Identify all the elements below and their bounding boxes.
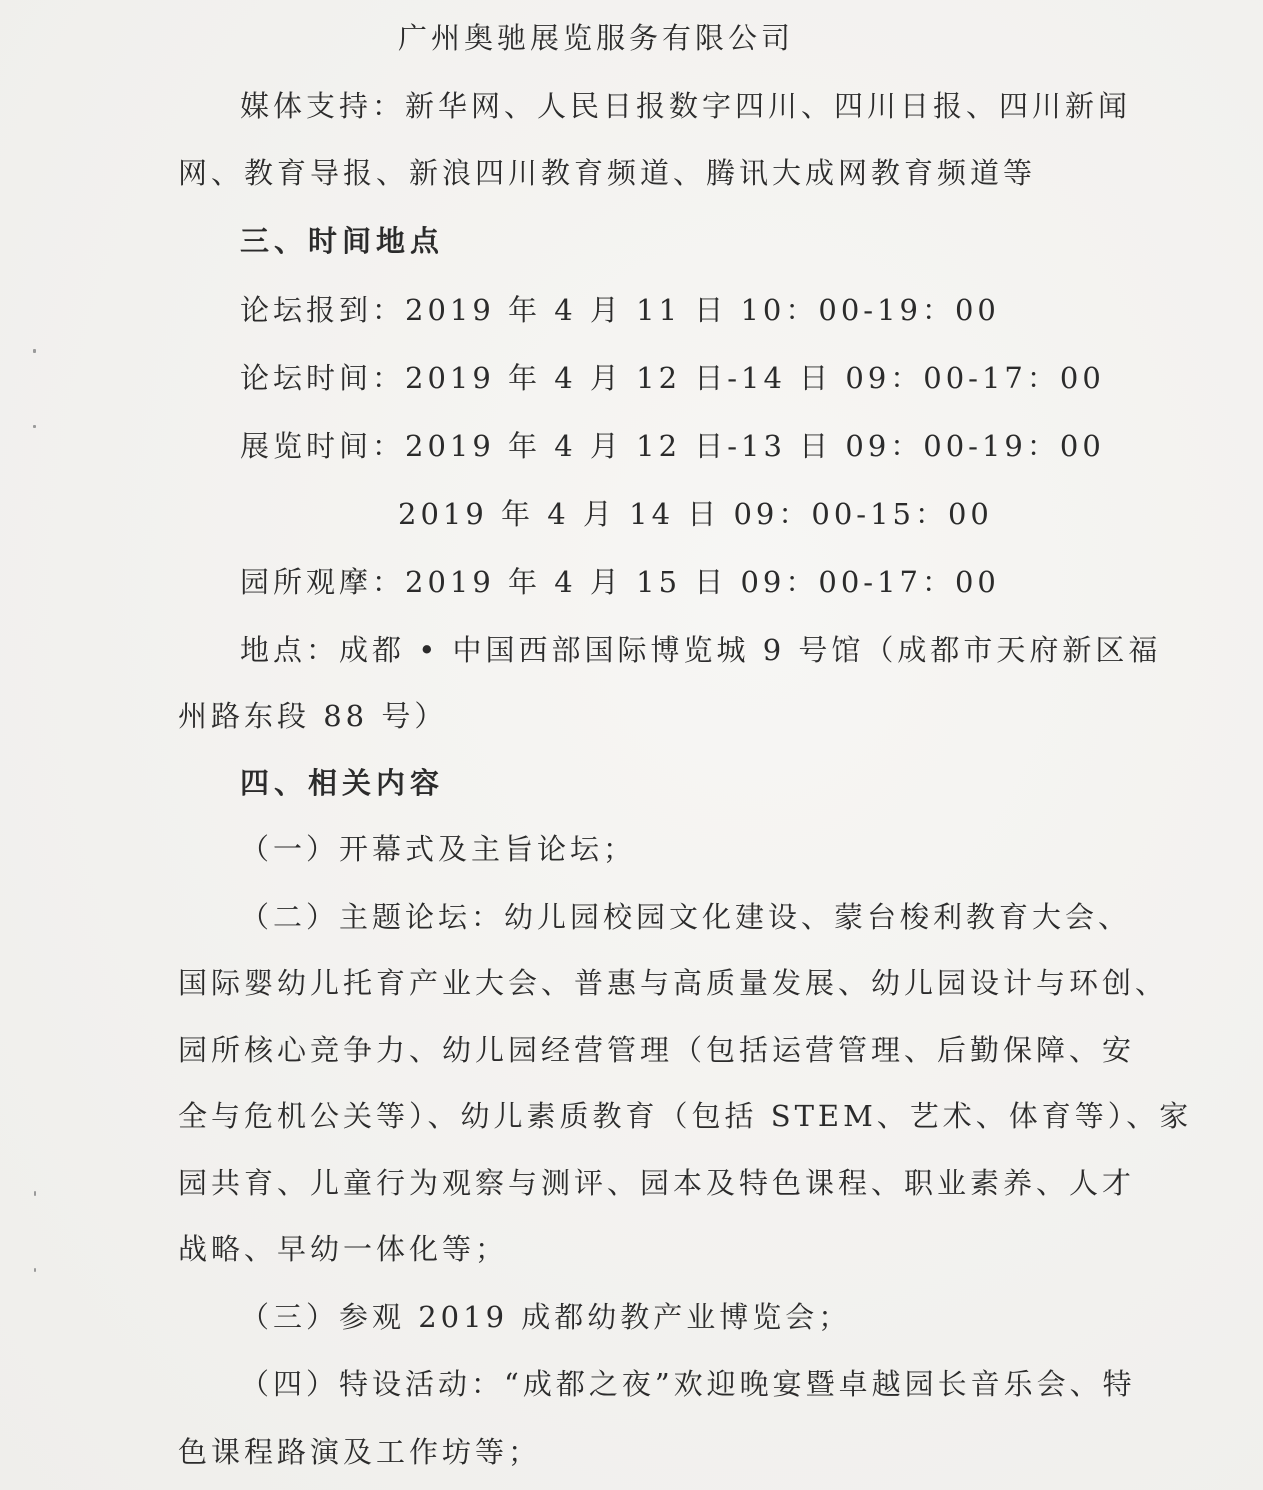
item-2-theme-forums-line-1: （二）主题论坛：幼儿园校园文化建设、蒙台梭利教育大会、 <box>240 900 1132 934</box>
media-support-line-1: 媒体支持：新华网、人民日报数字四川、四川日报、四川新闻 <box>240 89 1132 123</box>
forum-time-line: 论坛时间：2019 年 4 月 12 日-14 日 09：00-17：00 <box>240 361 1105 395</box>
scan-speck <box>33 425 36 428</box>
venue-line-2: 州路东段 88 号） <box>178 699 448 733</box>
item-4-special-events-line-2: 色课程路演及工作坊等； <box>178 1435 542 1469</box>
item-4-special-events-line-1: （四）特设活动：“成都之夜”欢迎晚宴暨卓越园长音乐会、特 <box>240 1367 1136 1401</box>
section-heading-time-place: 三、时间地点 <box>240 224 445 258</box>
item-3-expo-visit: （三）参观 2019 成都幼教产业博览会； <box>240 1300 852 1334</box>
organizer-company-line: 广州奥驰展览服务有限公司 <box>398 21 795 55</box>
exhibition-time-line-2: 2019 年 4 月 14 日 09：00-15：00 <box>398 497 993 531</box>
forum-registration-line: 论坛报到：2019 年 4 月 11 日 10：00-19：00 <box>240 293 1000 327</box>
scan-speck <box>34 1191 36 1196</box>
item-2-theme-forums-line-3: 园所核心竞争力、幼儿园经营管理（包括运营管理、后勤保障、安 <box>178 1033 1136 1067</box>
item-2-theme-forums-line-2: 国际婴幼儿托育产业大会、普惠与高质量发展、幼儿园设计与环创、 <box>178 966 1169 1000</box>
item-2-theme-forums-line-4: 全与危机公关等）、幼儿素质教育（包括 STEM、艺术、体育等）、家 <box>178 1099 1193 1133</box>
scan-speck <box>33 349 36 353</box>
media-support-line-2: 网、教育导报、新浪四川教育频道、腾讯大成网教育频道等 <box>178 156 1037 190</box>
item-1-opening: （一）开幕式及主旨论坛； <box>240 832 637 866</box>
item-2-theme-forums-line-6: 战略、早幼一体化等； <box>178 1232 509 1266</box>
kindergarten-visit-line: 园所观摩：2019 年 4 月 15 日 09：00-17：00 <box>240 565 1000 599</box>
venue-line-1: 地点：成都 • 中国西部国际博览城 9 号馆（成都市天府新区福 <box>240 633 1162 667</box>
section-heading-related-content: 四、相关内容 <box>240 766 445 800</box>
scan-speck <box>34 1268 36 1272</box>
exhibition-time-line-1: 展览时间：2019 年 4 月 12 日-13 日 09：00-19：00 <box>240 429 1105 463</box>
item-2-theme-forums-line-5: 园共育、儿童行为观察与测评、园本及特色课程、职业素养、人才 <box>178 1166 1136 1200</box>
